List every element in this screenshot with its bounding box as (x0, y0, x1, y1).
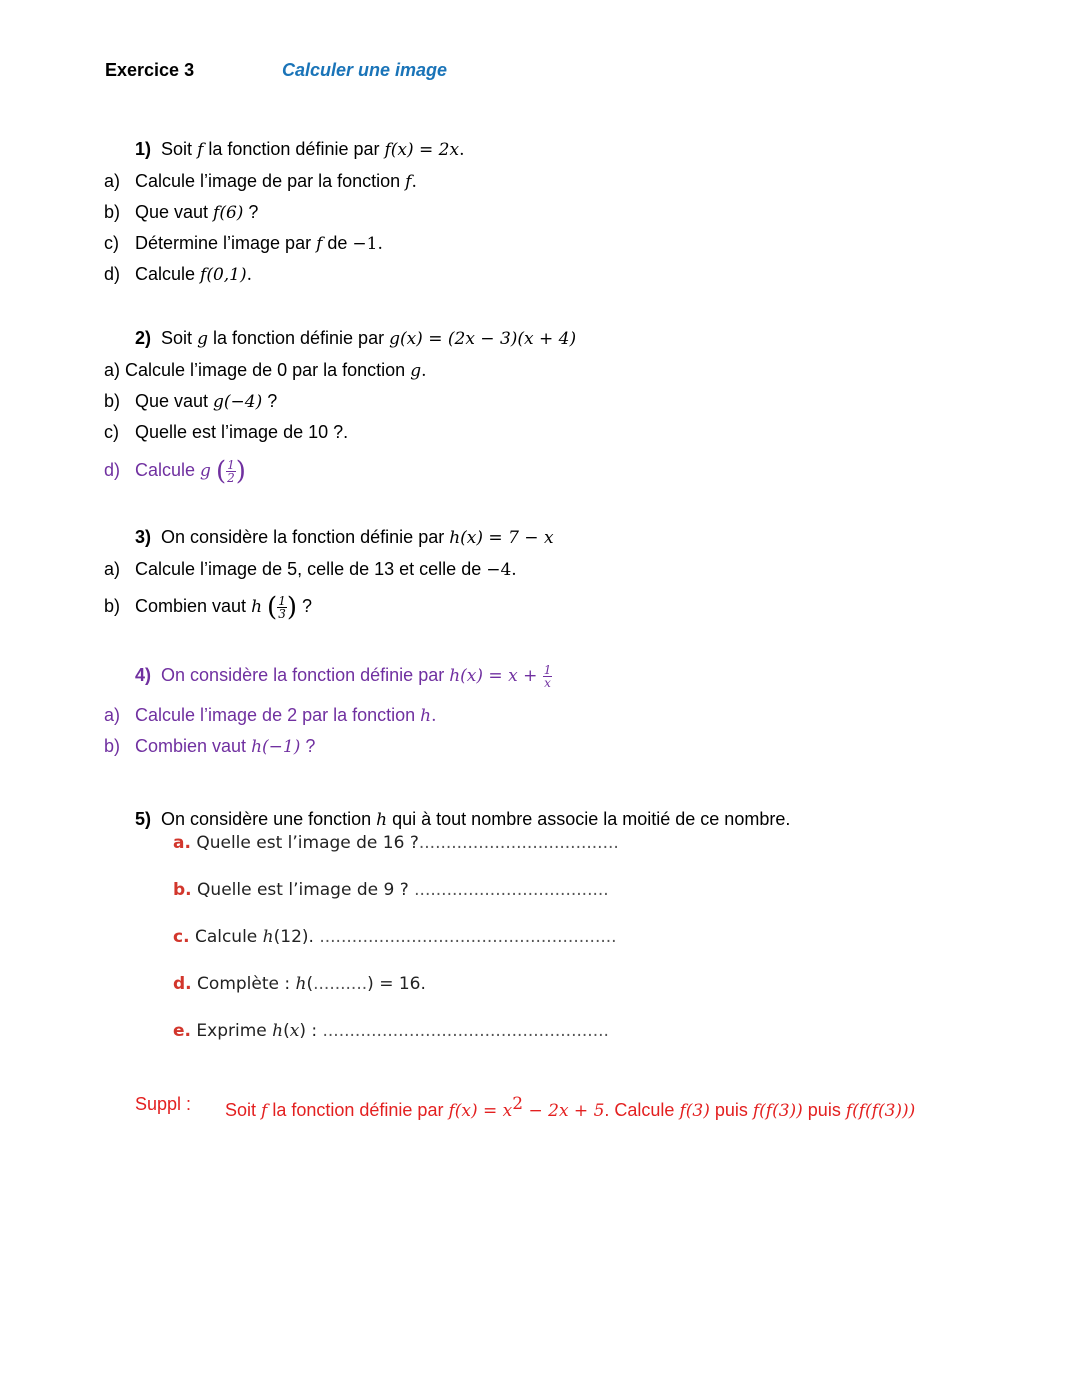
q5-item-e (173, 1021, 609, 1041)
answer-blank[interactable]: .......... (313, 974, 368, 994)
item-period: . (246, 265, 253, 285)
item-math: h (295, 974, 307, 994)
q5-item-b (173, 880, 609, 900)
q5-item-d (173, 974, 426, 994)
item-text2: ? (262, 391, 278, 411)
item-math: g(−4) (213, 392, 263, 412)
item-label: b) (104, 202, 121, 222)
item-text2: ? (243, 202, 259, 222)
item-math: f (405, 172, 412, 192)
item-text: Calcule l’image de par la fonction (135, 171, 406, 191)
q4-math-def: h(x) = x + (449, 666, 543, 686)
item-period: . (411, 172, 417, 192)
item-text: Calcule (135, 264, 201, 284)
item-letter: c. (173, 927, 190, 947)
item-text: Calcule l’image de 2 par la fonction (135, 705, 421, 725)
item-math: h(−1) (251, 737, 301, 757)
q1-item-b (0, 200, 1080, 224)
item-text: Quelle est l’image de 9 ? (197, 880, 415, 900)
item-period: . (511, 560, 517, 580)
item-text: Quelle est l’image de 10 ?. (135, 422, 349, 442)
item-text: Calcule l’image de 5, celle de 13 et celle de (135, 559, 487, 579)
item-label: d) (104, 460, 121, 480)
fraction-one-over-x: $\frac{1}{x}$ (543, 662, 552, 690)
item-text2: ? (296, 596, 312, 616)
item-letter: e. (173, 1021, 191, 1041)
q2-item-b (0, 389, 1080, 413)
item-text: Exprime (196, 1021, 273, 1041)
item-text: Quelle est l’image de 16 ? (196, 833, 419, 853)
suppl-label: Suppl : (135, 1094, 192, 1114)
answer-blank[interactable]: .................................... (414, 880, 609, 900)
exercise-title: Exercice 3 (105, 60, 195, 80)
q3-math-def: h(x) = 7 − x (449, 528, 554, 548)
q5-math-h: h (376, 810, 388, 830)
item-text2: (12). (273, 927, 320, 947)
item-label: c) (104, 422, 119, 442)
item-text: Calcule (194, 927, 263, 947)
q1-item-d (0, 262, 1080, 286)
q2-math-def: g(x) = (2x − 3)(x + 4) (389, 329, 577, 349)
item-math: f(6) (213, 203, 244, 223)
q3-intro (135, 525, 554, 550)
item-letter: b. (173, 880, 192, 900)
q1-number: 1) (135, 139, 152, 159)
q3-item-b: b) Combien vaut h ( $\frac{1}{3}$ ) ? (104, 592, 312, 623)
item-label: c) (104, 233, 119, 253)
q2-math-g: g (197, 329, 208, 349)
item-label: b) (104, 391, 121, 411)
q3-item-a (0, 557, 1080, 581)
q4-item-b (0, 734, 1080, 758)
q4-number: 4) (135, 665, 152, 685)
q4-item-a (0, 703, 1080, 727)
q2-item-a (104, 358, 427, 383)
exercise-subtitle: Calculer une image (282, 60, 448, 80)
q2-number: 2) (135, 328, 152, 348)
item-text: Combien vaut (135, 596, 252, 616)
item-text: Que vaut (135, 391, 214, 411)
q5-intro (135, 807, 790, 832)
item-text: Que vaut (135, 202, 214, 222)
q1-item-c (0, 231, 1080, 255)
item-text: Combien vaut (135, 736, 252, 756)
item-period: . (431, 706, 437, 726)
q1-item-a (0, 169, 1080, 193)
q2-text2: la fonction définie par (207, 328, 390, 348)
item-text2: de (322, 233, 353, 253)
q1-math-f: f (197, 140, 204, 160)
q4-intro (135, 663, 552, 689)
item-text: Complète : (197, 974, 296, 994)
q1-text: Soit (161, 139, 198, 159)
item-math2: −1 (352, 234, 378, 254)
fraction-one-third: $\frac{1}{3}$ (278, 593, 286, 621)
item-text3: ) = 16. (367, 974, 426, 994)
q2-item-d: d) Calcule g ( $\frac{1}{2}$ ) (104, 456, 246, 487)
item-label: d) (104, 264, 121, 284)
item-math2: x (289, 1021, 300, 1041)
q2-text: Soit (161, 328, 198, 348)
item-math: −4 (486, 560, 512, 580)
answer-blank[interactable]: ..................................... (418, 833, 619, 853)
item-label: b) (104, 736, 121, 756)
q3-text: On considère la fonction définie par (161, 527, 450, 547)
item-math: h (272, 1021, 284, 1041)
answer-blank[interactable]: ..................................................... (322, 1021, 609, 1041)
suppl-text: Soit f la fonction définie par $f(x) = x^2 - 2x + 5$. Calcule f(3) puis f(f(3)) puis f(f(f(3))) (225, 1094, 916, 1121)
item-letter: d. (173, 974, 192, 994)
item-text: Détermine l’image par (135, 233, 317, 253)
fraction-one-half: $\frac{1}{2}$ (227, 457, 235, 485)
q1-text2: la fonction définie par (203, 139, 385, 159)
item-text: Calcule l’image de 0 par la fonction (125, 360, 411, 380)
answer-blank[interactable]: ....................................................... (319, 927, 617, 947)
item-letter: a. (173, 833, 191, 853)
q1-period: . (459, 140, 465, 160)
item-period: . (421, 361, 427, 381)
q5-text2: qui à tout nombre associe la moitié de ce nombre. (387, 809, 791, 829)
item-math: f (316, 234, 323, 254)
q2-intro (135, 326, 576, 351)
item-math: h (251, 597, 263, 617)
q4-text: On considère la fonction définie par (161, 665, 450, 685)
item-period: . (377, 234, 383, 254)
item-math: f(0,1) (200, 265, 247, 285)
q5-text: On considère une fonction (161, 809, 377, 829)
item-math: g (200, 461, 211, 481)
q5-item-a (173, 833, 619, 853)
q1-intro (135, 137, 465, 162)
item-text3: ) : (299, 1021, 323, 1041)
item-text2: ( (283, 1021, 290, 1041)
q5-number: 5) (135, 809, 152, 829)
q3-number: 3) (135, 527, 152, 547)
item-math: h (262, 927, 274, 947)
item-label: a) (104, 705, 121, 725)
q5-item-c (173, 927, 617, 947)
item-label: a) (104, 559, 121, 579)
item-label: a) (104, 171, 121, 191)
q2-item-c (0, 420, 1080, 444)
item-math: g (410, 361, 422, 381)
q1-math-def: f(x) = 2x (384, 140, 460, 160)
item-label: b) (104, 596, 121, 616)
item-math: h (420, 706, 432, 726)
item-text2: ? (300, 736, 316, 756)
item-text: Calcule (135, 460, 201, 480)
item-label: a) (104, 360, 121, 380)
item-text2: ( (306, 974, 314, 994)
